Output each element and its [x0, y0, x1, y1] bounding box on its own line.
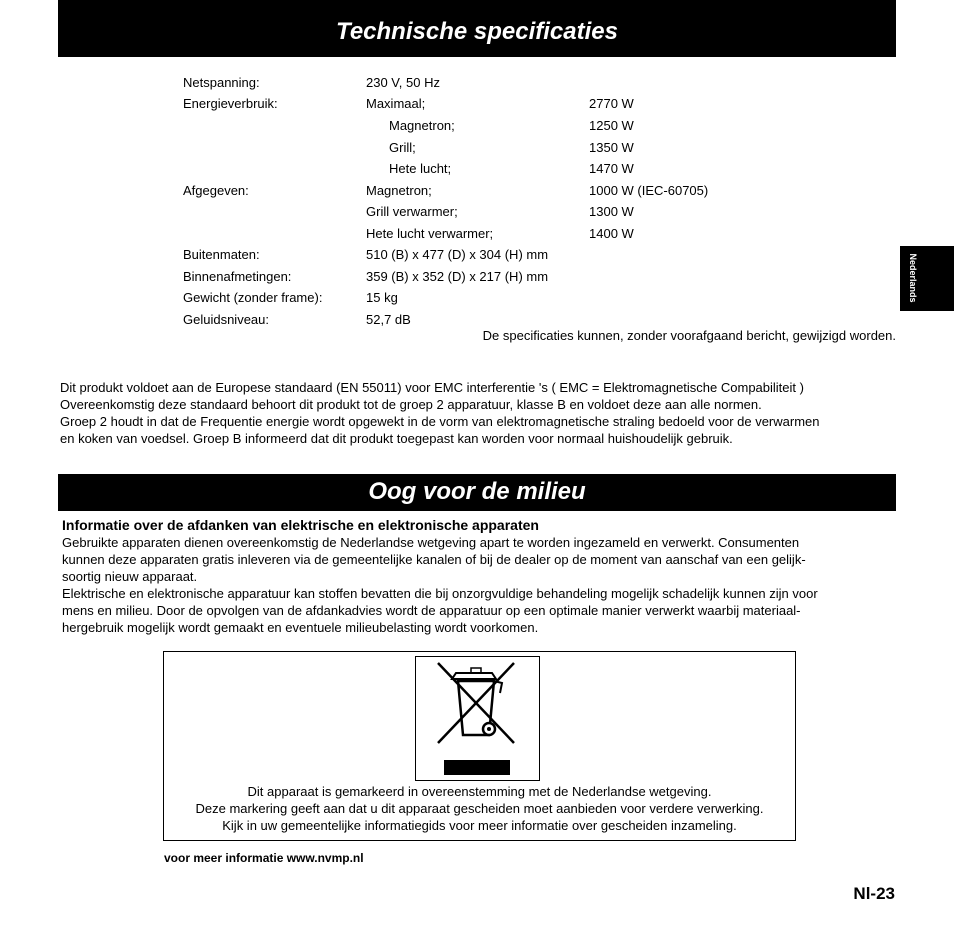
spec-value: 1470 W	[589, 161, 634, 176]
weee-line: Kijk in uw gemeentelijke informatiegids voor meer informatie over gescheiden inzameling.	[222, 818, 737, 833]
spec-desc: Hete lucht verwarmer;	[366, 226, 494, 241]
spec-value: 1000 W (IEC-60705)	[589, 183, 709, 198]
spec-value: 1300 W	[589, 204, 634, 219]
emc-line: Dit produkt voldoet aan de Europese standaard (EN 55011) voor EMC interferentie 's ( EMC = Elektromagnetische Compabiliteit )	[60, 380, 804, 395]
spec-desc: Magnetron;	[389, 118, 455, 133]
emc-line: Overeenkomstig deze standaard behoort dit produkt tot de groep 2 apparatuur, klasse B en voldoet deze aan alle normen.	[60, 397, 762, 412]
weee-icon-frame	[415, 656, 540, 781]
emc-line: en koken van voedsel. Groep B informeerd dat dit produkt toegepast kan worden voor normaal huishoudelijk gebruik.	[60, 431, 733, 446]
spec-desc: 15 kg	[366, 290, 398, 305]
crossed-out-wheelie-bin-icon	[416, 657, 539, 780]
spec-value: 1350 W	[589, 140, 634, 155]
spec-desc: Hete lucht;	[389, 161, 452, 176]
weee-notice-text	[163, 783, 796, 834]
disposal-line: kunnen deze apparaten gratis inleveren via de gemeentelijke kanalen of bij de dealer op de moment van aanschaf van een gelijk-	[62, 552, 806, 567]
weee-line: Dit apparaat is gemarkeerd in overeenstemming met de Nederlandse wetgeving.	[247, 784, 712, 799]
spec-desc: 510 (B) x 477 (D) x 304 (H) mm	[366, 247, 549, 262]
spec-label: Binnenafmetingen:	[183, 269, 292, 284]
disposal-heading: Informatie over de afdanken van elektrische en elektronische apparaten	[62, 517, 539, 533]
emc-paragraph	[60, 379, 896, 447]
spec-label: Netspanning:	[183, 75, 260, 90]
disposal-section	[62, 517, 898, 636]
spec-label: Energieverbruik:	[183, 96, 278, 111]
section-title-environment: Oog voor de milieu	[58, 474, 896, 511]
spec-desc: 359 (B) x 352 (D) x 217 (H) mm	[366, 269, 549, 284]
disposal-line: mens en milieu. Door de opvolgen van de afdankadvies wordt de apparatuur op een optimale manier verwerkt waarbij materiaal-	[62, 603, 801, 618]
spec-desc: Maximaal;	[366, 96, 426, 111]
spec-desc: 230 V, 50 Hz	[366, 75, 440, 90]
spec-desc: Magnetron;	[366, 183, 432, 198]
spec-value: 1400 W	[589, 226, 634, 241]
disposal-line: Gebruikte apparaten dienen overeenkomstig de Nederlandse wetgeving apart te worden ingezameld en verwerkt. Consumenten	[62, 535, 800, 550]
more-info-link-text: voor meer informatie www.nvmp.nl	[164, 851, 364, 865]
page-number: Nl-23	[853, 884, 895, 903]
spec-value: 2770 W	[589, 96, 634, 111]
section-title-technical-specs: Technische specificaties	[58, 0, 896, 57]
spec-desc: 52,7 dB	[366, 312, 411, 327]
spec-desc: Grill verwarmer;	[366, 204, 458, 219]
spec-label: Gewicht (zonder frame):	[183, 290, 323, 305]
language-side-tab-label: Nederlands	[908, 253, 918, 303]
spec-label: Afgegeven:	[183, 183, 249, 198]
emc-line: Groep 2 houdt in dat de Frequentie energie wordt opgewekt in de vorm van elektromagnetische straling bedoeld voor de verwarmen	[60, 414, 820, 429]
spec-label: Buitenmaten:	[183, 247, 260, 262]
spec-value: 1250 W	[589, 118, 634, 133]
spec-note: De specificaties kunnen, zonder voorafgaand bericht, gewijzigd worden.	[482, 328, 896, 343]
language-side-tab	[900, 246, 954, 311]
weee-line: Deze markering geeft aan dat u dit apparaat gescheiden moet aanbieden voor verdere verwerking.	[195, 801, 764, 816]
spec-label: Geluidsniveau:	[183, 312, 269, 327]
spec-desc: Grill;	[389, 140, 416, 155]
disposal-line: Elektrische en elektronische apparatuur kan stoffen bevatten die bij onzorgvuldige behandeling mogelijk schadelijk kunnen zijn voor	[62, 586, 818, 601]
disposal-line: soortig nieuw apparaat.	[62, 569, 198, 584]
disposal-line: hergebruik mogelijk wordt gemaakt en eventuele milieubelasting wordt voorkomen.	[62, 620, 539, 635]
